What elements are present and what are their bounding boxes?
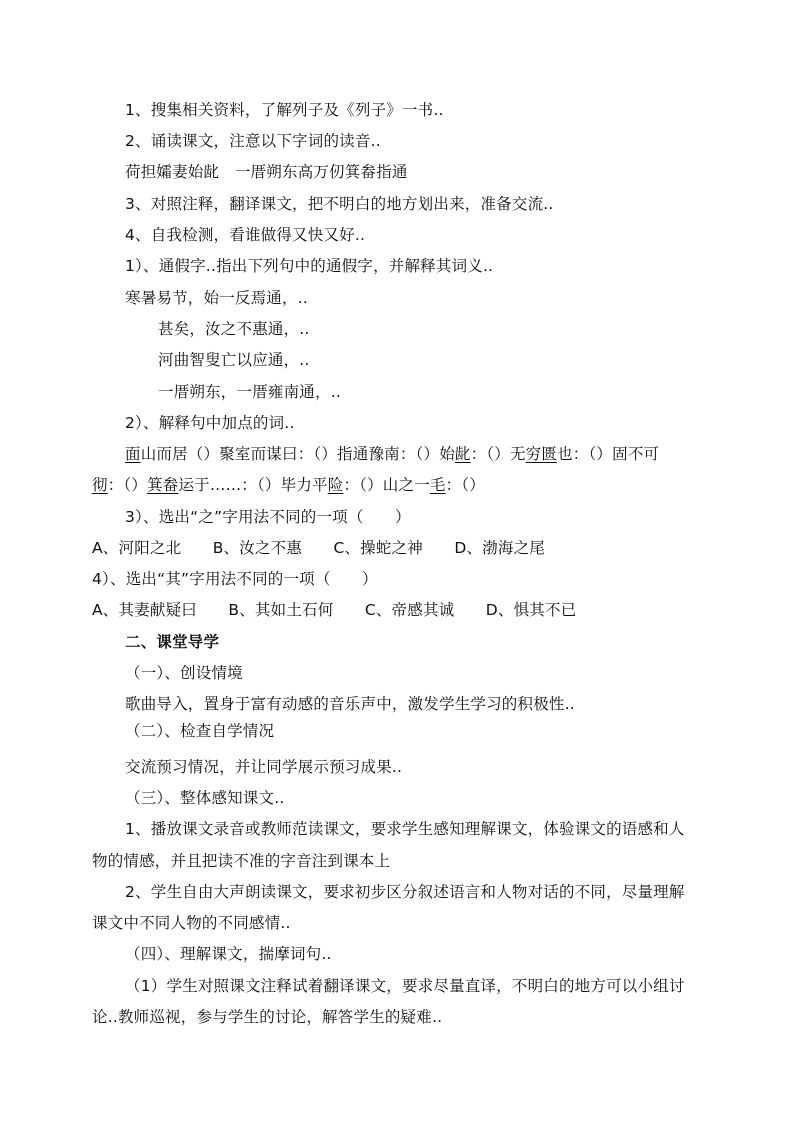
subsection-3-item-2-cont: 课文中不同人物的不同感情.. bbox=[92, 914, 291, 932]
task-2: 2、诵读课文，注意以下字词的读音.. bbox=[125, 132, 381, 150]
marked-word: 箕畚 bbox=[147, 476, 179, 494]
task-3: 3、对照注释，翻译课文，把不明白的地方划出来，准备交流.. bbox=[125, 195, 554, 213]
marked-word: 面 bbox=[125, 445, 141, 463]
marked-word: 险 bbox=[327, 476, 344, 494]
task-1: 1、搜集相关资料，了解列子及《列子》一书.. bbox=[125, 101, 444, 119]
pronunciation-words: 荷担孀妻始龀 一厝朔东高万仞箕畚指通 bbox=[125, 163, 408, 181]
exercise-1-item-d: 一厝朔东，一厝雍南通，.. bbox=[158, 383, 341, 401]
marked-word: 彻 bbox=[92, 476, 108, 494]
subsection-2-text: 交流预习情况，并让同学展示预习成果.. bbox=[125, 758, 403, 776]
subsection-1-heading: （一）、创设情境 bbox=[125, 664, 243, 682]
subsection-4-heading: （四）、理解课文，揣摩词句.. bbox=[125, 945, 332, 963]
subsection-3-item-2: 2、学生自由大声朗读课文，要求初步区分叙述语言和人物对话的不同，尽量理解 bbox=[125, 883, 685, 901]
subsection-3-item-1-cont: 物的情感，并且把读不准的字音注到课本上 bbox=[92, 852, 391, 870]
task-4: 4、自我检测，看谁做得又快又好.. bbox=[125, 226, 366, 244]
exercise-1-item-c: 河曲智叟亡以应通，.. bbox=[158, 351, 310, 369]
exercise-2-line-1: 面山而居（）聚室而谋曰：（）指通豫南：（）始龀：（）无穷匮也：（）固不可 bbox=[125, 445, 660, 463]
exercise-3-options: A、河阳之北 B、汝之不惠 C、操蛇之神 D、渤海之尾 bbox=[92, 539, 545, 557]
subsection-4-item-1: （1）学生对照课文注释试着翻译课文，要求尽量直译，不明白的地方可以小组讨 bbox=[125, 977, 685, 995]
exercise-1-heading: 1）、通假字..指出下列句中的通假字，并解释其词义.. bbox=[125, 257, 494, 275]
exercise-4-options: A、其妻献疑曰 B、其如土石何 C、帝感其诚 D、惧其不已 bbox=[92, 601, 577, 619]
subsection-4-item-1-cont: 论..教师巡视，参与学生的讨论，解答学生的疑难.. bbox=[92, 1008, 443, 1026]
section-heading: 二、课堂导学 bbox=[125, 633, 220, 651]
subsection-3-item-1: 1、播放课文录音或教师范读课文，要求学生感知理解课文，体验课文的语感和人 bbox=[125, 820, 685, 838]
marked-word: 毛 bbox=[429, 476, 446, 494]
marked-word: 龀 bbox=[454, 445, 471, 463]
exercise-2-line-2: 彻：（）箕畚运于……：（）毕力平险：（）山之一毛：（） bbox=[92, 476, 485, 494]
marked-word: 穷匮 bbox=[525, 445, 558, 463]
subsection-2-heading: （二）、检查自学情况 bbox=[125, 722, 275, 740]
subsection-3-heading: （三）、整体感知课文.. bbox=[125, 789, 285, 807]
exercise-2-heading: 2）、解释句中加点的词.. bbox=[125, 414, 295, 432]
exercise-1-item-b: 甚矣，汝之不惠通，.. bbox=[158, 320, 310, 338]
subsection-1-text: 歌曲导入，置身于富有动感的音乐声中，激发学生学习的积极性.. bbox=[125, 695, 575, 713]
exercise-1-item-a: 寒暑易节，始一反焉通，.. bbox=[125, 289, 308, 307]
exercise-3-question: 3）、选出“之”字用法不同的一项（ ） bbox=[125, 508, 411, 526]
exercise-4-question: 4）、选出“其”字用法不同的一项（ ） bbox=[92, 570, 378, 588]
